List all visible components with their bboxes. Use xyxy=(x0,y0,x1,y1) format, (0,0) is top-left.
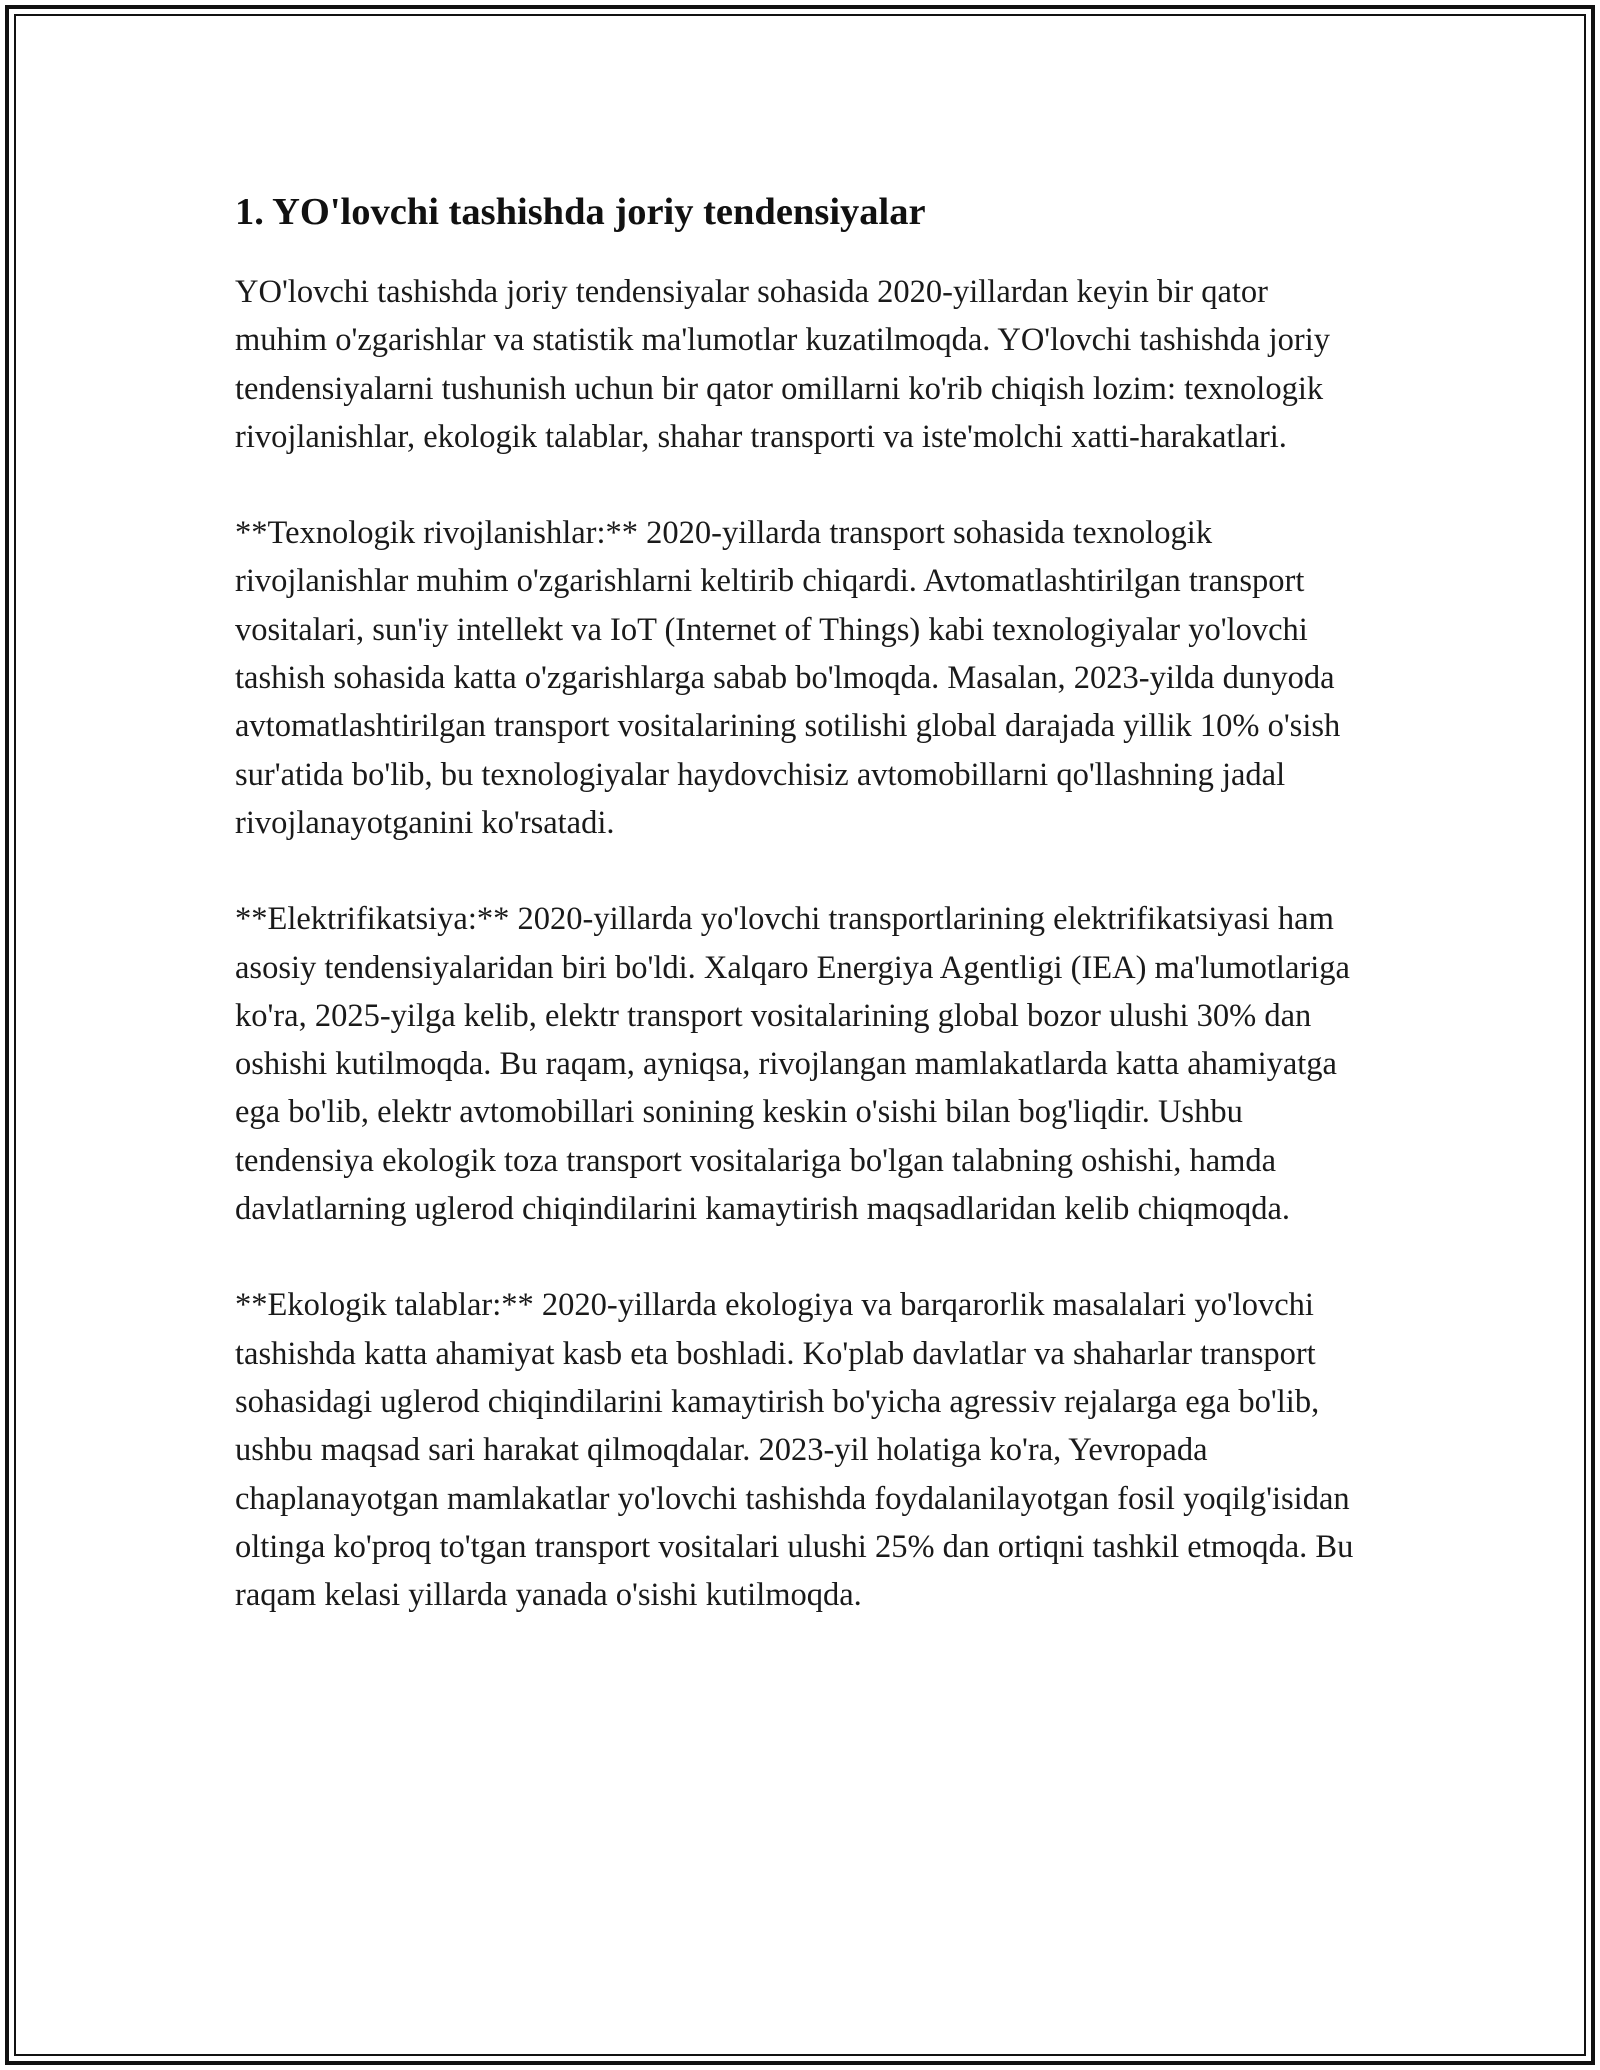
document-body xyxy=(235,186,1360,1667)
paragraph-technology: **Texnologik rivojlanishlar:** 2020-yillarda transport sohasida texnologik rivojlanishlar muhim o'zgarishlarni keltirib chiqardi. Avtomatlashtirilgan transport vositalari, sun'iy intellekt va IoT (Internet of Things) kabi texnologiyalar yo'lovchi tashish sohasida katta o'zgarishlarga sabab bo'lmoqda. Masalan, 2023-yilda dunyoda avtomatlashtirilgan transport vositalarining sotilishi global darajada yillik 10% o'sish sur'atida bo'lib, bu texnologiyalar haydovchisiz avtomobillarni qo'llashning jadal rivojlanayotganini ko'rsatadi. xyxy=(235,515,1341,841)
paragraph-intro: YO'lovchi tashishda joriy tendensiyalar sohasida 2020-yillardan keyin bir qator muhim o'zgarishlar va statistik ma'lumotlar kuzatilmoqda. YO'lovchi tashishda joriy tendensiyalarni tushunish uchun bir qator omillarni ko'rib chiqish lozim: texnologik rivojlanishlar, ekologik talablar, shahar transporti va iste'molchi xatti-harakatlari. xyxy=(235,274,1330,455)
paragraph-electrification: **Elektrifikatsiya:** 2020-yillarda yo'lovchi transportlarining elektrifikatsiyasi ham asosiy tendensiyalaridan biri bo'ldi. Xalqaro Energiya Agentligi (IEA) ma'lumotlariga ko'ra, 2025-yilga kelib, elektr transport vositalarining global bozor ulushi 30% dan oshishi kutilmoqda. Bu raqam, ayniqsa, rivojlangan mamlakatlarda katta ahamiyatga ega bo'lib, elektr avtomobillari sonining keskin o'sishi bilan bog'liqdir. Ushbu tendensiya ekologik toza transport vositalariga bo'lgan talabning oshishi, hamda davlatlarning uglerod chiqindilarini kamaytirish maqsadlaridan kelib chiqmoqda. xyxy=(235,901,1350,1228)
section-heading: 1. YO'lovchi tashishda joriy tendensiyalar xyxy=(235,191,926,233)
paragraph-ecology: **Ekologik talablar:** 2020-yillarda ekologiya va barqarorlik masalalari yo'lovchi tashishda katta ahamiyat kasb eta boshladi. Ko'plab davlatlar va shaharlar transport sohasidagi uglerod chiqindilarini kamaytirish bo'yicha agressiv rejalarga ega bo'lib, ushbu maqsad sari harakat qilmoqdalar. 2023-yil holatiga ko'ra, Yevropada chaplanayotgan mamlakatlar yo'lovchi tashishda foydalanilayotgan fosil yoqilg'isidan oltinga ko'proq to'tgan transport vositalari ulushi 25% dan ortiqni tashkil etmoqda. Bu raqam kelasi yillarda yanada o'sishi kutilmoqda. xyxy=(235,1287,1354,1614)
